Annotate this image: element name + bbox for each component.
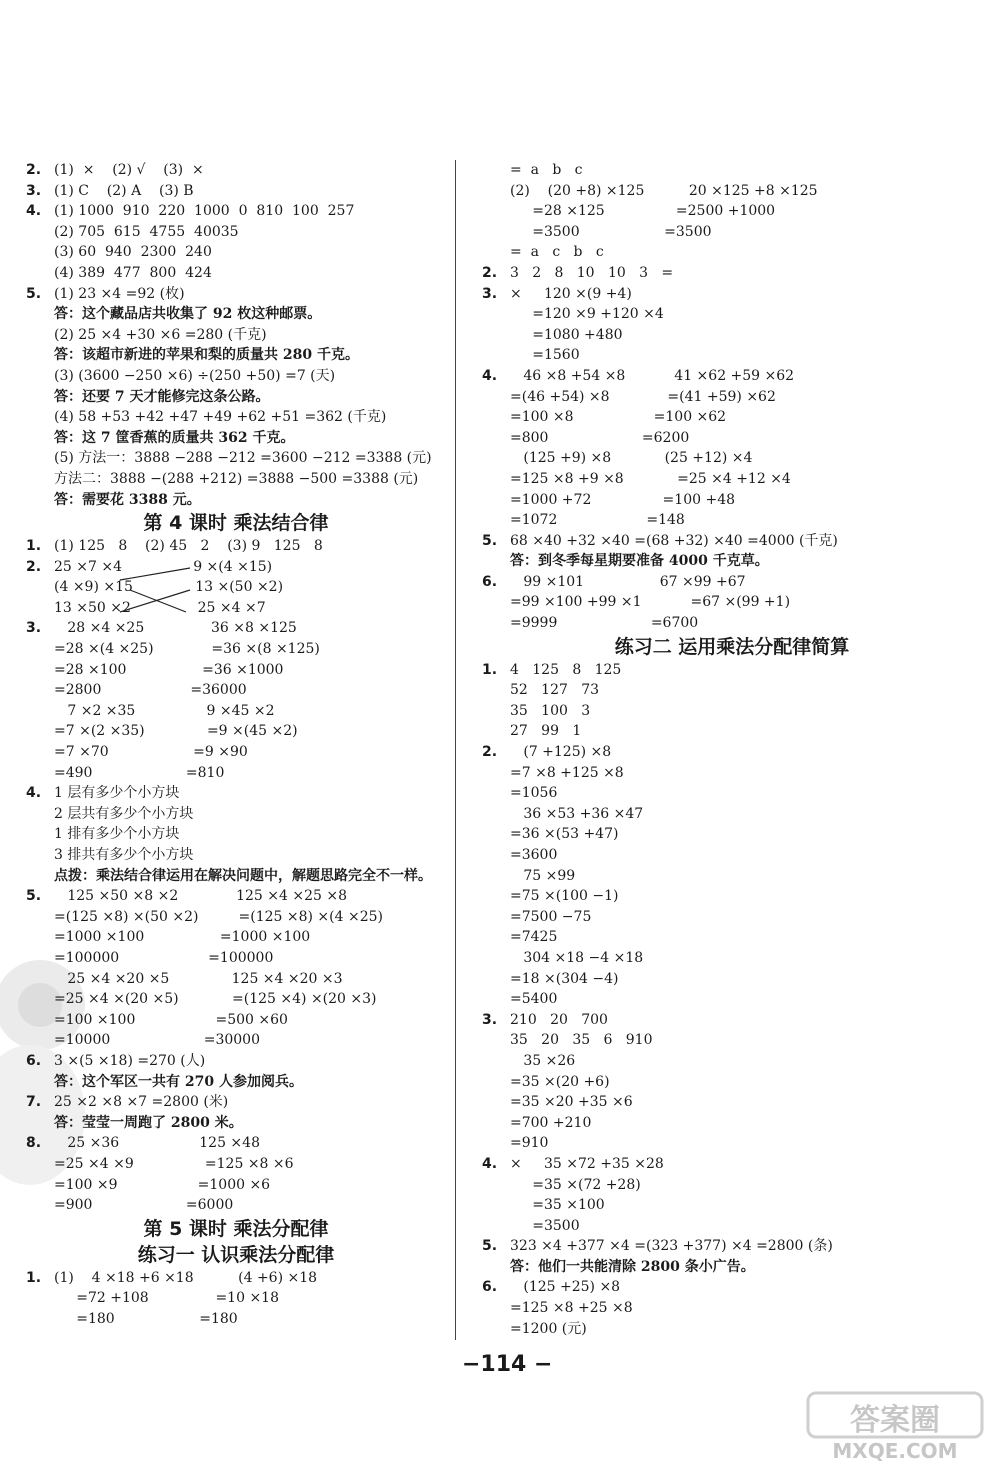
answer-text: 28 ×4 ×25 36 ×8 ×125 [54,620,297,637]
answer-text: 1 排有多少个小方块 [54,826,180,843]
answer-text: =1200 (元) [510,1320,587,1337]
answer-line [482,948,982,969]
answer-line [482,1133,982,1154]
answer-line [26,1309,446,1330]
answer-line [482,1216,982,1237]
answer-line [482,1010,982,1031]
question-number: 3. [26,620,42,637]
answer-line [482,907,982,928]
answer-text: 35 100 3 [510,702,591,719]
answer-text: =5400 [510,991,558,1008]
answer-text: 46 ×8 +54 ×8 41 ×62 +59 ×62 [510,367,795,384]
answer-line [482,742,982,763]
answer-line [482,1236,982,1257]
answer-line [482,804,982,825]
answer-statement: 答：莹莹一周跑了 2800 米。 [54,1114,243,1131]
section-heading: 第 5 课时 乘法分配律 [143,1217,329,1240]
answer-text: =3500 [510,1217,580,1234]
answer-text: =100 ×100 =500 ×60 [54,1011,288,1028]
matching-lines [0,0,460,640]
answer-text: × 120 ×(9 +4) [510,285,632,302]
answer-line [482,886,982,907]
answer-text: (2) (20 +8) ×125 20 ×125 +8 ×125 [510,182,818,199]
answer-text: =7 ×(2 ×35) =9 ×(45 ×2) [54,723,298,740]
answer-text: =180 =180 [54,1310,238,1327]
answer-line [26,1030,446,1051]
answer-text: =2800 =36000 [54,682,247,699]
answer-text: =3500 =3500 [510,223,712,240]
answer-text: =1072 =148 [510,512,685,529]
answer-text: (7 +125) ×8 [510,744,612,761]
answer-line [482,1092,982,1113]
answer-text: =10000 =30000 [54,1032,260,1049]
answer-text: 36 ×53 +36 ×47 [510,805,644,822]
answer-text: =910 [510,1135,549,1152]
answer-line [26,948,446,969]
answer-line [26,742,446,763]
answer-line [482,1030,982,1051]
question-number: 5. [482,532,498,549]
answer-text: 68 ×40 +32 ×40 =(68 +32) ×40 =4000 (千克) [510,532,838,549]
answer-text: =99 ×100 +99 ×1 =67 ×(99 +1) [510,594,791,611]
question-number: 2. [26,558,42,575]
answer-text: 323 ×4 +377 ×4 =(323 +377) ×4 =2800 (条) [510,1238,833,1255]
answer-text: (1) 23 ×4 =92 (枚) [54,285,185,302]
answer-text: 2 层共有多少个小方块 [54,805,194,822]
answer-statement: 点拨：乘法结合律运用在解决问题中，解题思路完全不一样。 [54,867,432,884]
answer-line [26,1175,446,1196]
answer-text: =28 ×100 =36 ×1000 [54,661,284,678]
answer-text: =75 ×(100 −1) [510,888,619,905]
answer-text: =7 ×8 +125 ×8 [510,764,624,781]
answer-line [26,721,446,742]
answer-line [482,989,982,1010]
section-heading: 练习一 认识乘法分配律 [137,1243,335,1266]
answer-text: (1) × (2) √ (3) × [54,162,204,178]
answer-line [26,866,446,887]
section-heading: 第 4 课时 乘法结合律 [143,512,329,535]
watermark-url: MXQE.COM [832,1439,958,1463]
answer-text: 99 ×101 67 ×99 +67 [510,573,746,590]
answer-line [482,1195,982,1216]
answer-text: 3 排共有多少个小方块 [54,847,194,863]
site-watermark [800,1387,990,1465]
question-number: 6. [26,1052,42,1069]
question-number: 3. [482,285,498,302]
page-number: −114 − [462,1352,553,1377]
answer-text: =35 ×(72 +28) [510,1176,641,1193]
answer-line [26,639,446,660]
answer-text: 35 ×26 [510,1052,576,1069]
answer-line [26,660,446,681]
answer-line [482,613,982,634]
answer-text: =(125 ×8) ×(50 ×2) =(125 ×8) ×(4 ×25) [54,908,383,925]
answer-line [482,1072,982,1093]
answer-text: (2) 25 ×4 +30 ×6 =280 (千克) [54,326,267,343]
answer-line [482,490,982,511]
answer-line [26,1092,446,1113]
answer-text: =3600 [510,847,558,863]
answer-line [482,1257,982,1278]
answer-text: 4 125 8 125 [510,661,622,678]
answer-statement: 答：这个藏品店共收集了 92 枚这种邮票。 [54,306,322,323]
question-number: 5. [482,1238,498,1255]
answer-text: (3) (3600 −250 ×6) ÷(250 +50) =7 (天) [54,367,336,384]
answer-text: 125 ×50 ×8 ×2 125 ×4 ×25 ×8 [54,888,347,905]
answer-text: =1560 [510,347,580,364]
answer-statement: 答：需要花 3388 元。 [54,491,201,508]
question-number: 2. [26,162,42,178]
answer-line [482,763,982,784]
answer-line [26,989,446,1010]
answer-text: (1) 1000 910 220 1000 0 810 100 257 [54,203,355,220]
answer-text: 304 ×18 −4 ×18 [510,949,644,966]
answer-line [482,927,982,948]
answer-text: =125 ×8 +25 ×8 [510,1300,633,1317]
answer-text: =1000 +72 =100 +48 [510,491,736,508]
answer-line [26,1010,446,1031]
answer-line [482,1154,982,1175]
answer-statement: 答：这个军区一共有 270 人参加阅兵。 [54,1073,303,1090]
answer-text: (125 +25) ×8 [510,1279,621,1296]
answer-line [26,701,446,722]
answer-line [482,531,982,552]
answer-line [482,222,982,243]
answer-text: =120 ×9 +120 ×4 [510,306,664,323]
answer-line [482,701,982,722]
answer-line [482,263,982,284]
answer-text: 27 99 1 [510,723,582,740]
answer-text: =1080 +480 [510,326,623,343]
answer-line [26,1288,446,1309]
question-number: 1. [26,1269,42,1286]
question-number: 7. [26,1094,42,1111]
answer-line [482,572,982,593]
answer-line [26,1133,446,1154]
answer-line [482,1298,982,1319]
answer-text: (4) 58 +53 +42 +47 +49 +62 +51 =362 (千克) [54,409,387,426]
answer-line [26,1195,446,1216]
answer-text: (1) C (2) A (3) B [54,182,194,199]
answer-line [482,428,982,449]
answer-text: =7 ×70 =9 ×90 [54,744,248,761]
answer-line [482,969,982,990]
question-number: 4. [26,785,42,802]
answer-line [26,907,446,928]
answer-text: =800 =6200 [510,429,690,446]
answer-line [482,866,982,887]
answer-line [26,804,446,825]
answer-line [482,181,982,202]
answer-statement: 答：该超市新进的苹果和梨的质量共 280 千克。 [54,347,359,364]
answer-text: =1056 [510,785,558,802]
answer-line [482,448,982,469]
answer-text: =1000 ×100 =1000 ×100 [54,929,311,946]
answer-text: (3) 60 940 2300 240 [54,244,212,261]
question-number: 3. [26,182,42,199]
question-number: 1. [26,538,42,555]
answer-text: 方法二：3888 −(288 +212) =3888 −500 =3388 (元) [54,470,419,487]
question-number: 5. [26,888,42,905]
right-column [482,160,982,1339]
answer-line [482,1175,982,1196]
answer-line [26,886,446,907]
answer-text: =25 ×4 ×(20 ×5) =(125 ×4) ×(20 ×3) [54,991,377,1008]
answer-text: =7425 [510,929,558,946]
answer-line [26,927,446,948]
answer-statement: 答：这 7 筐香蕉的质量共 362 千克。 [54,429,295,446]
question-number: 8. [26,1135,42,1152]
answer-text: 35 20 35 6 910 [510,1032,653,1049]
answer-text: (125 +9) ×8 (25 +12) ×4 [510,450,753,467]
question-number: 3. [482,1011,498,1028]
answer-line [26,783,446,804]
answer-text: =28 ×(4 ×25) =36 ×(8 ×125) [54,641,320,658]
answer-text: =72 +108 =10 ×18 [54,1290,279,1307]
answer-line [26,1113,446,1134]
answer-line [482,345,982,366]
answer-line [482,783,982,804]
answer-line [26,1072,446,1093]
question-number: 1. [482,661,498,678]
answer-text: 25 ×36 125 ×48 [54,1135,260,1152]
answer-line [482,824,982,845]
answer-line [482,407,982,428]
answer-text: =900 =6000 [54,1197,234,1214]
answer-line [482,1319,982,1340]
answer-line [26,824,446,845]
answer-line [26,845,446,866]
answer-line [482,1113,982,1134]
answer-text: =35 ×(20 +6) [510,1073,610,1090]
question-number: 4. [482,1155,498,1172]
answer-text: =700 +210 [510,1114,592,1131]
answer-line [482,551,982,572]
answer-line [482,325,982,346]
answer-line [482,845,982,866]
answer-line [482,201,982,222]
answer-text: =35 ×100 [510,1197,605,1214]
question-number: 2. [482,264,498,281]
answer-text: (4 ×9) ×15 13 ×(50 ×2) [54,579,284,596]
answer-statement: 答：他们一共能清除 2800 条小广告。 [510,1258,755,1275]
answer-line [482,510,982,531]
answer-text: =35 ×20 +35 ×6 [510,1094,633,1111]
question-number: 5. [26,285,42,302]
question-number: 6. [482,1279,498,1296]
section-heading: 练习二 运用乘法分配律简算 [614,635,850,658]
answer-line [482,387,982,408]
question-number: 4. [26,203,42,220]
answer-line [482,660,982,681]
question-number: 6. [482,573,498,590]
answer-statement: 答：还要 7 天才能修完这条公路。 [54,388,270,405]
answer-statement: 答：到冬季每星期要准备 4000 千克草。 [510,553,769,570]
answer-text: (1) 4 ×18 +6 ×18 (4 +6) ×18 [54,1269,318,1286]
answer-line [482,242,982,263]
answer-line [26,1154,446,1175]
answer-text: =28 ×125 =2500 +1000 [510,203,776,220]
answer-text: 3 2 8 10 10 3 = [510,264,674,281]
answer-text: =490 =810 [54,764,225,781]
answer-text: 3 ×(5 ×18) =270 (人) [54,1052,206,1069]
answer-line [482,469,982,490]
answer-text: 210 20 700 [510,1011,608,1028]
answer-line [482,366,982,387]
answer-text: =7500 −75 [510,908,592,925]
answer-text: 25 ×7 ×4 9 ×(4 ×15) [54,558,273,575]
answer-text: =36 ×(53 +47) [510,826,619,843]
answer-text: =25 ×4 ×9 =125 ×8 ×6 [54,1155,294,1172]
answer-line [482,592,982,613]
answer-text: 25 ×2 ×8 ×7 =2800 (米) [54,1094,229,1111]
answer-line [26,1268,446,1289]
answer-text: =(46 +54) ×8 =(41 +59) ×62 [510,388,776,405]
answer-text: 75 ×99 [510,867,576,884]
answer-text: =100000 =100000 [54,949,274,966]
answer-line [482,1051,982,1072]
answer-line [26,1051,446,1072]
question-number: 2. [482,744,498,761]
answer-text: 52 127 73 [510,682,600,699]
answer-text: (2) 705 615 4755 40035 [54,223,239,240]
answer-line [482,721,982,742]
answer-line [482,1277,982,1298]
answer-text: =100 ×9 =1000 ×6 [54,1176,271,1193]
answer-line [26,763,446,784]
answer-line [482,160,982,181]
answer-line [26,969,446,990]
answer-text: (4) 389 477 800 424 [54,264,212,281]
answer-text: = a c b c [510,244,604,261]
answer-text: × 35 ×72 +35 ×28 [510,1155,664,1172]
answer-text: =18 ×(304 −4) [510,970,619,987]
answer-text: =100 ×8 =100 ×62 [510,409,727,426]
answer-line [482,284,982,305]
answer-line [26,680,446,701]
answer-text: 13 ×50 ×2 25 ×4 ×7 [54,599,266,616]
answer-text: =9999 =6700 [510,615,699,632]
answer-text: 25 ×4 ×20 ×5 125 ×4 ×20 ×3 [54,970,343,987]
answer-text: 1 层有多少个小方块 [54,785,180,802]
answer-line [482,680,982,701]
question-number: 4. [482,367,498,384]
answer-text: = a b c [510,162,583,178]
watermark-title: 答案圈 [850,1403,940,1438]
answer-text: (1) 125 8 (2) 45 2 (3) 9 125 8 [54,538,323,555]
answer-text: (5) 方法一：3888 −288 −212 =3600 −212 =3388 (元) [54,450,432,467]
answer-text: =125 ×8 +9 ×8 =25 ×4 +12 ×4 [510,470,791,487]
answer-text: 7 ×2 ×35 9 ×45 ×2 [54,702,275,719]
answer-line [482,304,982,325]
